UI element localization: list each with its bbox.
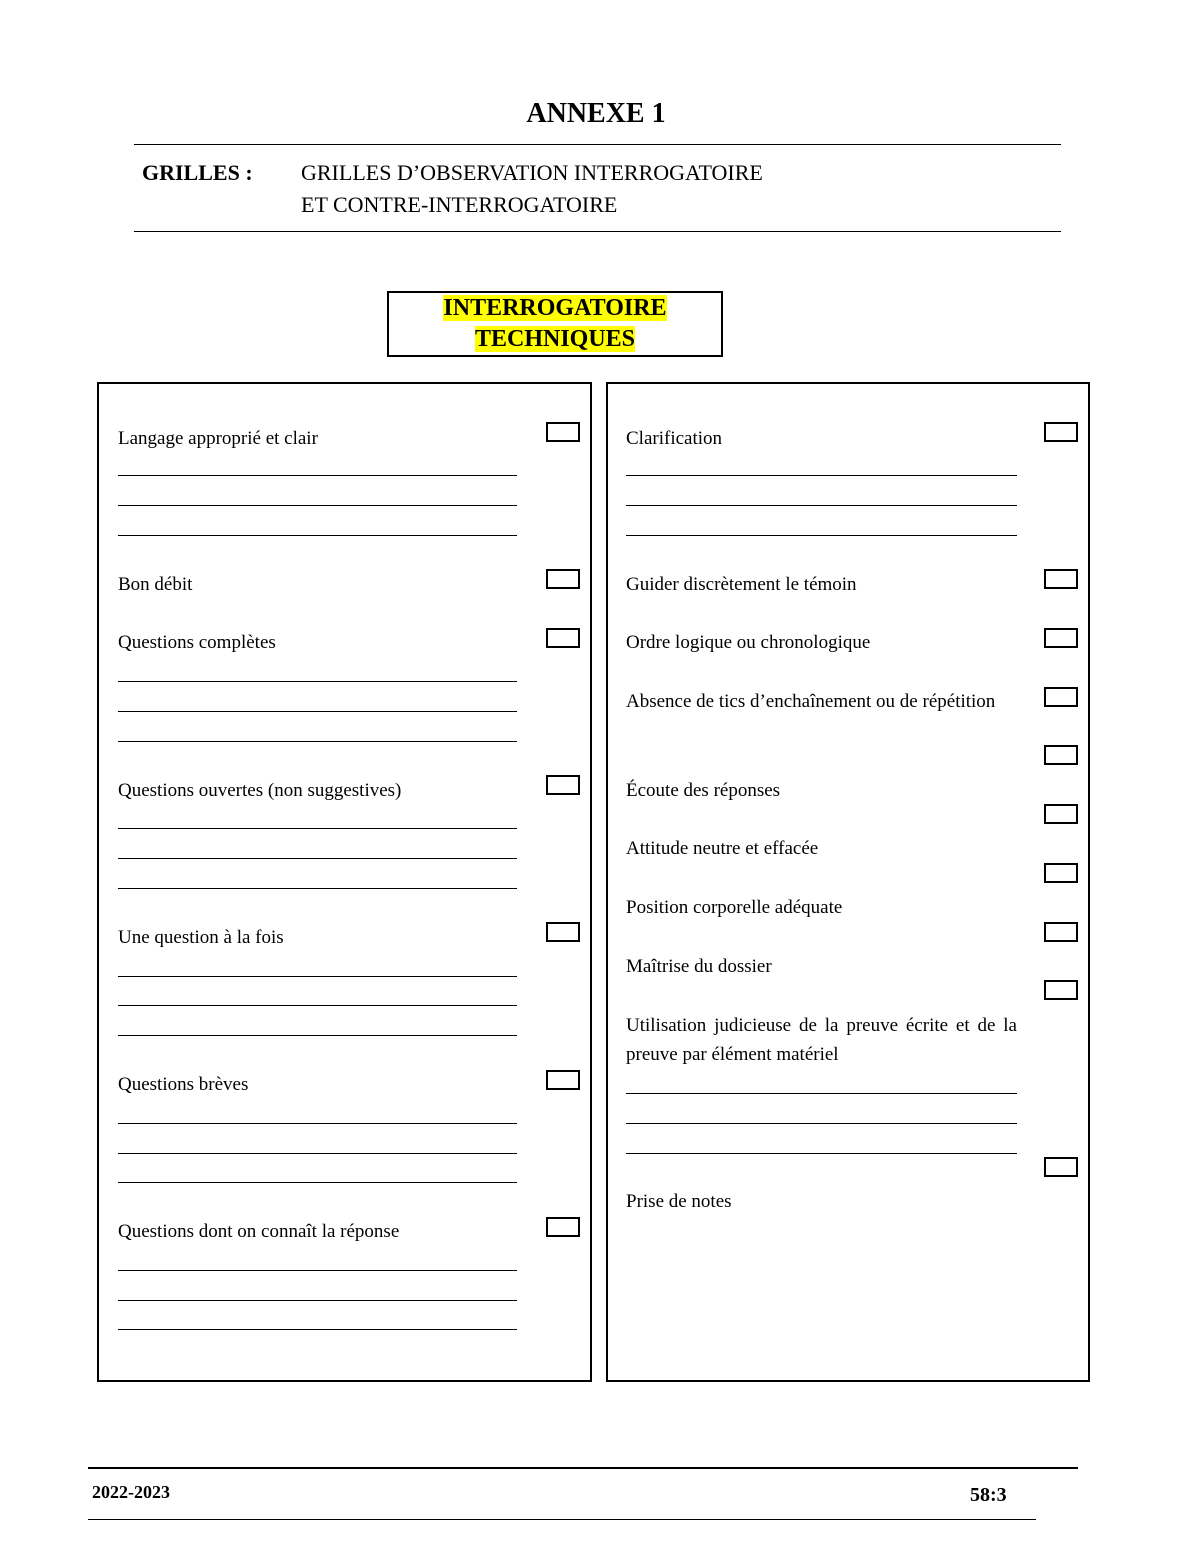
grilles-title-line2: ET CONTRE-INTERROGATOIRE (301, 192, 618, 217)
section-heading-box (387, 291, 723, 357)
section-heading-line1: INTERROGATOIRE (443, 295, 667, 321)
writing-line (626, 1123, 1017, 1124)
grilles-title-line1: GRILLES D’OBSERVATION INTERROGATOIRE (301, 160, 763, 185)
checkbox[interactable] (1044, 980, 1078, 1000)
checklist-item-label: Questions complètes (118, 632, 276, 653)
writing-line (118, 1123, 517, 1124)
checkbox[interactable] (546, 1070, 580, 1090)
checkbox[interactable] (546, 422, 580, 442)
footer-year: 2022-2023 (92, 1482, 170, 1502)
footer-page-number: 58:3 (970, 1484, 1007, 1506)
writing-line (118, 1182, 517, 1183)
writing-line (118, 858, 517, 859)
writing-line (118, 741, 517, 742)
checkbox[interactable] (1044, 1157, 1078, 1177)
writing-line (626, 505, 1017, 506)
writing-line (118, 1300, 517, 1301)
checkbox[interactable] (1044, 569, 1078, 589)
checklist-item-label: Langage approprié et clair (118, 428, 318, 449)
writing-line (118, 888, 517, 889)
right-checklist-panel (606, 382, 1090, 1382)
writing-line (118, 1005, 517, 1006)
checkbox[interactable] (1044, 628, 1078, 648)
checklist-item-label: Position corporelle adéquate (626, 897, 843, 918)
writing-line (626, 1153, 1017, 1154)
footer-divider-bottom (88, 1519, 1036, 1520)
checklist-item-label: Questions ouvertes (non suggestives) (118, 780, 402, 801)
checkbox[interactable] (1044, 687, 1078, 707)
header-divider-bottom (134, 231, 1061, 232)
footer-divider-top (88, 1467, 1078, 1469)
writing-line (626, 475, 1017, 476)
checkbox[interactable] (546, 775, 580, 795)
checklist-item-label: Prise de notes (626, 1191, 732, 1212)
checklist-item-label: Utilisation judicieuse de la preuve écrite et de la preuve par élément matériel (626, 1015, 1017, 1065)
writing-line (118, 535, 517, 536)
checkbox[interactable] (1044, 745, 1078, 765)
section-heading-line2: TECHNIQUES (474, 326, 636, 352)
checklist-item-label: Questions dont on connaît la réponse (118, 1221, 400, 1242)
left-checklist-panel (97, 382, 592, 1382)
writing-line (118, 1035, 517, 1036)
checkbox[interactable] (546, 922, 580, 942)
writing-line (118, 475, 517, 476)
writing-line (118, 505, 517, 506)
checklist-item-label: Absence de tics d’enchaînement ou de répétition (626, 691, 996, 712)
writing-line (118, 681, 517, 682)
header-divider-top (134, 144, 1061, 145)
grilles-label: GRILLES : (142, 160, 253, 185)
checkbox[interactable] (546, 569, 580, 589)
writing-line (118, 1153, 517, 1154)
checklist-item-label: Une question à la fois (118, 927, 284, 948)
checklist-item-label: Attitude neutre et effacée (626, 838, 819, 859)
checkbox[interactable] (546, 628, 580, 648)
checklist-item-label: Écoute des réponses (626, 780, 781, 801)
checkbox[interactable] (1044, 922, 1078, 942)
page-title: ANNEXE 1 (526, 98, 666, 129)
checklist-item-label: Questions brèves (118, 1074, 249, 1095)
writing-line (118, 711, 517, 712)
checklist-item-label: Maîtrise du dossier (626, 956, 772, 977)
checkbox[interactable] (1044, 863, 1078, 883)
checkbox[interactable] (546, 1217, 580, 1237)
writing-line (626, 535, 1017, 536)
writing-line (118, 828, 517, 829)
checkbox[interactable] (1044, 422, 1078, 442)
checklist-item-label: Guider discrètement le témoin (626, 574, 857, 595)
writing-line (118, 976, 517, 977)
checklist-item-label: Ordre logique ou chronologique (626, 632, 871, 653)
writing-line (118, 1270, 517, 1271)
checkbox[interactable] (1044, 804, 1078, 824)
writing-line (626, 1093, 1017, 1094)
checklist-item-label: Bon débit (118, 574, 193, 595)
writing-line (118, 1329, 517, 1330)
checklist-item-label: Clarification (626, 428, 723, 449)
